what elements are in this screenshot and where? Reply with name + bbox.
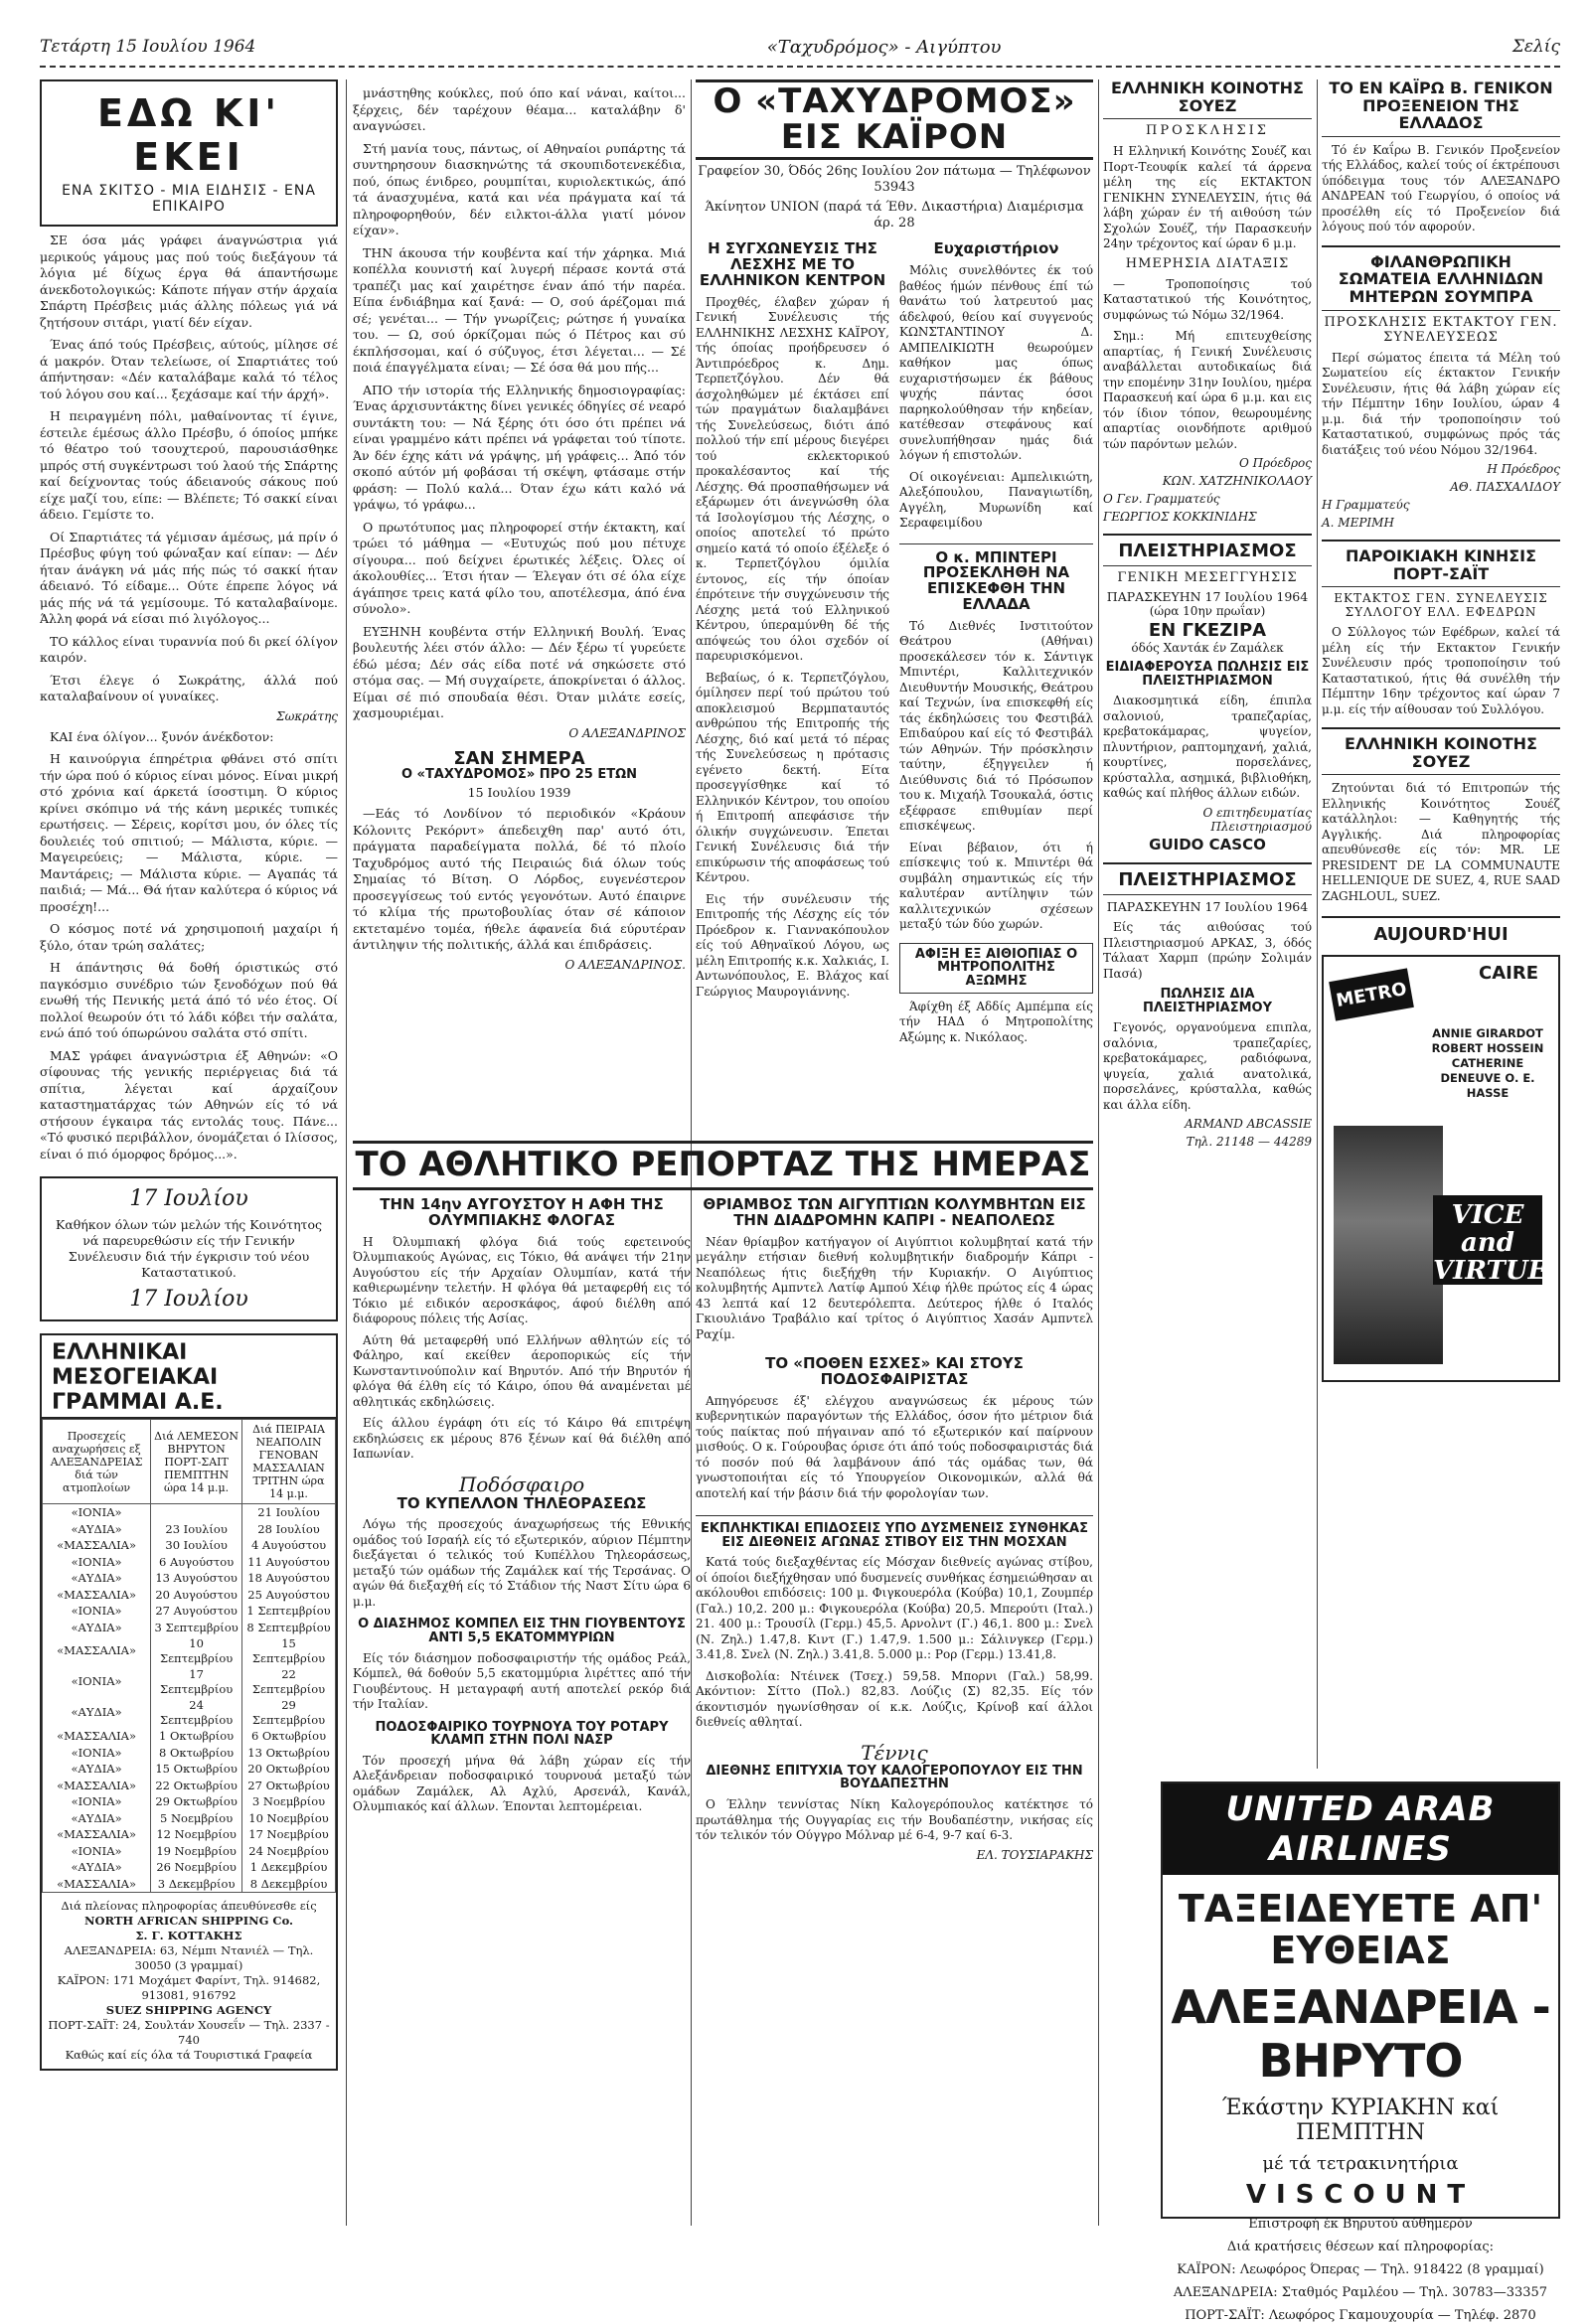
article-headline: ΤΗΝ 14ην ΑΥΓΟΥΣΤΟΥ Η ΑΦΗ ΤΗΣ ΟΛΥΜΠΙΑΚΗΣ ΦΛΟΓΑΣ: [380, 1195, 664, 1229]
paragraph: Στή μανία τους, πάντως, οί Αθηναίοι ρυπάρτης τά συντηρησουν διασκηνώτης τά σκουπιδοτενεκέδια, πού, όπως ένιδρεο, ρουμπίται, κυριολεκτικώς, άπό τά άνασχυμένα, κατά και νέα πράγματα καί τά πληροφορηθούν, δέν ειλκτοι-άλλα γιατί μόνον είχαν».: [353, 140, 686, 237]
table-row: [43, 1826, 336, 1843]
article-headline: Ευχαριστήριον: [933, 239, 1059, 258]
table-cell: 19 Νοεμβρίου: [151, 1843, 242, 1860]
office-address: Άκίνητον UNION (παρά τά Έθν. Δικαστήρια) Διαμέρισμα άρ. 28: [705, 200, 1084, 232]
article-headline: ΤΟ «ΠΟΘΕΝ ΕΣΧΕΣ» ΚΑΙ ΣΤΟΥΣ ΠΟΔΟΣΦΑΙΡΙΣΤΑΣ: [765, 1354, 1024, 1388]
signature: Ο ΑΛΕΞΑΝΔΡΙΝΟΣ.: [564, 957, 686, 972]
signature-title: Η Πρόεδρος: [1487, 462, 1560, 477]
table-cell: 10 Σεπτεμβρίου: [151, 1635, 242, 1666]
table-cell: «ΜΑΣΣΑΛΙΑ»: [43, 1876, 151, 1893]
column-subtitle: ΕΝΑ ΣΚΙΤΣΟ - ΜΙΑ ΕΙΔΗΣΙΣ - ΕΝΑ ΕΠΙΚΑΙΡΟ: [62, 183, 316, 215]
notice-subheadline: ΠΡΟΣΚΛΗΣΙΣ: [1146, 123, 1269, 139]
table-cell: «ΑΥΔΙΑ»: [43, 1570, 151, 1587]
signature: ΓΕΩΡΓΙΟΣ ΚΟΚΚΙΝΙΔΗΣ: [1103, 510, 1257, 525]
paragraph: Ο Σύλλογος τών Εφέδρων, καλεί τά μέλη είς τήν Εκτακτον Γενικήν Συνέλευσιν πρός τροποποίησιν τού Καταστατικού, ήτις θά συνέλθη τήν Πέμπτην 16ην τρέχοντος καί ώραν 7 μ.μ. είς τήν αίθουσαν τού Συλλόγου.: [1322, 625, 1560, 716]
table-row: [43, 1620, 336, 1636]
table-row: [43, 1843, 336, 1860]
table-cell: «ΜΑΣΣΑΛΙΑ»: [43, 1587, 151, 1604]
article-headline: Ο κ. ΜΠΙΝΤΕΡΙ ΠΡΟΣΕΚΛΗΘΗ ΝΑ ΕΠΙΣΚΕΦΘΗ ΤΗΝ ΕΛΛΑΔΑ: [899, 543, 1093, 613]
paragraph: Έτσι έλεγε ό Σωκράτης, άλλά πού καταλαβαίνουν οί γυναίκες.: [40, 672, 338, 703]
notice-date: 17 Ιουλίου: [129, 1186, 248, 1211]
notice-headline: ΕΛΛΗΝΙΚΗ ΚΟΙΝΟΤΗΣ ΣΟΥΕΖ: [1322, 727, 1560, 775]
page-header: [40, 28, 1560, 68]
paragraph: Οί Σπαρτιάτες τά γέμισαν άμέσως, μά πρίν ό Πρέσβυς φύγη τού φώναξαν καί είπαν: — Δέν ήταν άνάγκη νά μάς πής πώς τό σακκί ήταν άδειανό. Τό είδαμε... Ούτε έπρεπε λόγος νά μάς πής νά τά γεμίσουμε. Τό καταλαβαίνομε. Άλλη φορά νά είσαι πιό λιγόλογος...: [40, 529, 338, 626]
table-cell: 17 Νοεμβρίου: [242, 1826, 336, 1843]
section-label: Τέννις: [861, 1740, 928, 1765]
notice-headline: ΕΛΛΗΝΙΚΗ ΚΟΙΝΟΤΗΣ ΣΟΥΕΖ: [1103, 79, 1312, 119]
header-page-label: Σελίς: [1511, 37, 1560, 57]
column-2: [353, 79, 686, 1133]
table-row: [43, 1810, 336, 1827]
notice-date-footer: 17 Ιουλίου: [129, 1287, 248, 1312]
notice-headline: ΠΛΕΙΣΤΗΡΙΑΣΜΟΣ: [1103, 862, 1312, 895]
table-row: [43, 1728, 336, 1745]
column-box-header: [40, 79, 338, 227]
article: [696, 241, 889, 1045]
table-cell: 6 Οκτωβρίου: [242, 1728, 336, 1745]
table-cell: 30 Ιουλίου: [151, 1537, 242, 1554]
paragraph: Η Όλυμπιακή φλόγα διά τούς εφετεινούς Όλυμπιακούς Αγώνας, εις Τόκιο, θά ανάψει τήν 21ην Αυγούστου είς τήν Αρχαίαν Ολυμπίαν, κατά τήν καθιερωμένην τελετήν. Η φλόγα θά μεταφερθή εις τό Τόκιο μέ ειδικόν αεροσκάφος, άφού διέλθη από διάφορους πόλεις τής Ασίας.: [353, 1234, 691, 1325]
section-label: Ποδόσφαιρο: [458, 1472, 585, 1496]
signature: GUIDO CASCO: [1149, 835, 1266, 853]
article-headline: ΔΙΕΘΝΗΣ ΕΠΙΤΥΧΙΑ ΤΟΥ ΚΑΛΟΓΕΡΟΠΟΥΛΟΥ ΕΙΣ ΤΗΝ ΒΟΥΔΑΠΕΣΤΗΝ: [706, 1763, 1083, 1792]
article-headline: ΤΟ ΚΥΠΕΛΛΟΝ ΤΗΛΕΟΡΑΣΕΩΣ: [397, 1493, 647, 1512]
header-date: Τετάρτη 15 Ιουλίου 1964: [40, 37, 256, 57]
column-5: [1322, 79, 1560, 1769]
table-cell: «ΜΑΣΣΑΛΙΑ»: [43, 1826, 151, 1843]
paragraph: Είς τόν διάσημον ποδοσφαιριστήν τής ομάδος Ρεάλ, Κόμπελ, θά δοθούν 5,5 εκατομμύρια λιρέττες από τήν Γιουβέντους. Η μεταγραφή αυτή αποτελεί ρεκόρ διά τήν Ιταλίαν.: [353, 1650, 691, 1712]
column-1: [40, 79, 338, 2226]
cinema-city: CAIRE: [1479, 963, 1538, 985]
paragraph: Εις τήν συνέλευσιν τής Επιτροπής τής Λέσχης είς τόν Πρόεδρον κ. Γιαννακόπουλον είς τού Αθηναϊκού Λόγου, ως μέλη Επιτροπής κ.κ. Χαλκιάς, Ι. Αντωνόπουλος, Ε. Βλάχος καί Γεώργιος Μαυρογιάννης.: [696, 891, 889, 999]
signature: Σωκράτης: [276, 708, 338, 723]
paragraph: ΤΟ κάλλος είναι τυραννία πού δι ρκεί όλίγον καιρόν.: [40, 633, 338, 665]
table-row: [43, 1570, 336, 1587]
paragraph: μνάστηθης κούκλες, πού όπο καί νάναι, καίτοι... ξέρχεις, δέν ταρέχουν θέαμα... καταλάβην δ' αναγνώσει.: [353, 85, 686, 133]
contact-line: ΑΛΕΞΑΝΔΡΕΙΑ: 63, Νέμπι Ντανιέλ — Τηλ. 30050 (3 γραμμαί): [64, 1943, 314, 1972]
agent-name: NORTH AFRICAN SHIPPING Co.: [83, 1914, 294, 1928]
table-cell: 15 Σεπτεμβρίου: [242, 1635, 336, 1666]
paragraph: Τόν προσεχή μήνα θά λάβη χώραν είς τήν Αλεξάνδρειαν ποδοσφαιρικό τουρνουά μεταξύ τών ομάδων Ζαμάλεκ, Αλ Αχλύ, Αρσενάλ, Κανάλ, Ολυμπιακός καί άλλων. Έπονται λεπτομέρειαι.: [353, 1753, 691, 1814]
table-cell: 1 Οκτωβρίου: [151, 1728, 242, 1745]
paragraph: Περί σώματος έπειτα τά Μέλη τού Σωματείου είς έκτακτον Γενικήν Συνέλευσιν, ήτις θά λάβη χώραν είς τήν Πέμπτην 16ην Ιουλίου, ώραν 4 μ.μ. διά τήν τροποποίησιν τού Καταστατικού, συμφώνως πρός τάς διατάξεις τού νέου Νόμου 32/1964.: [1322, 350, 1560, 457]
airline-name: UNITED ARAB AIRLINES: [1163, 1783, 1558, 1875]
article-headline: ΠΟΔΟΣΦΑΙΡΙΚΟ ΤΟΥΡΝΟΥΑ ΤΟΥ ΡΟΤΑΡΥ ΚΛΑΜΠ ΣΤΗΝ ΠΟΛΙ ΝΑΣΡ: [375, 1719, 669, 1749]
signature: ΚΩΝ. ΧΑΤΖΗΝΙΚΟΛΑΟΥ: [1162, 474, 1312, 489]
table-cell: 12 Νοεμβρίου: [151, 1826, 242, 1843]
table-cell: «ΑΥΔΙΑ»: [43, 1521, 151, 1538]
paragraph: Η καινούργια έπηρέτρια φθάνει στό σπίτι τήν ώρα πού ό κύριος είναι μόνος. Είναι μικρή στό χρόνια καί άρκετά ίσοστιμη. Ό κύριος κρίνει σκόπιμο νά τής κάνη μερικές τυπικές ερωτήσεις. — Σέρεις, κορίτσι μου, όν όλες τίς δουλειές τού σπιτιού; — Μάλιστα, κύριε. — Μαγειρεύεις; — Μάλιστα, κύριε. — Μαντάρεις; — Μάλιστα κύριε. — Αγαπάς τά παιδιά; — Μά... Θά ήταν καλύτερα ό κύριος νά προσέχη!...: [40, 751, 338, 914]
table-cell: 3 Δεκεμβρίου: [151, 1876, 242, 1893]
table-cell: 18 Αυγούστου: [242, 1570, 336, 1587]
article-headline: Η ΣΥΓΧΩΝΕΥΣΙΣ ΤΗΣ ΛΕΣΧΗΣ ΜΕ ΤΟ ΕΛΛΗΝΙΚΟΝ ΚΕΝΤΡΟΝ: [699, 239, 886, 289]
table-cell: 8 Οκτωβρίου: [151, 1745, 242, 1762]
notice-headline: ΕΙΔΙΑΦΕΡΟΥΣΑ ΠΩΛΗΣΙΣ ΕΙΣ ΠΛΕΙΣΤΗΡΙΑΣΜΟΝ: [1105, 659, 1310, 689]
article-headline: ΑΦΙΞΗ ΕΞ ΑΙΘΙΟΠΙΑΣ Ο ΜΗΤΡΟΠΟΛΙΤΗΣ ΑΞΩΜΗΣ: [899, 943, 1093, 994]
signature: ΕΛ. ΤΟΥΣΙΑΡΑΚΗΣ: [976, 1847, 1093, 1862]
column-rule: [346, 79, 347, 2226]
contact-line: Διά πλείονας πληροφορίας άπευθύνεσθε είς: [61, 1899, 317, 1913]
paragraph: Τό έν Καΐρω Β. Γενικόν Προξενείον τής Ελλάδος, καλεί τούς οί έκτρέπουσι ύπόδειγμα τους τόν ΑΛΕΞΑΝΔΡΟ ΑΝΔΡΕΑΝ τού Γεωργίου, ό οποίος νά προσέλθη είς τό Προξενείον διά λόγους πού τόν αφορούν.: [1322, 142, 1560, 234]
office-address: Γραφείον 30, Όδός 26ης Ιουλίου 2ον πάτωμα — Τηλέφωνον 53943: [698, 164, 1091, 196]
table-header-row: [43, 1420, 336, 1504]
table-header: Διά ΠΕΙΡΑΙΑ ΝΕΑΠΟΛΙΝ ΓΕΝΟΒΑΝ ΜΑΣΣΑΛΙΑΝ ΤΡΙΤΗΝ ώρα 14 μ.μ.: [242, 1420, 336, 1504]
table-row: [43, 1745, 336, 1762]
table-cell: «ΙΟΝΙΑ»: [43, 1603, 151, 1620]
section-title: ΣΑΝ ΣΗΜΕΡΑ: [453, 747, 585, 769]
sports-banner: ΤΟ ΑΘΛΗΤΙΚΟ ΡΕΠΟΡΤΑΖ ΤΗΣ ΗΜΕΡΑΣ: [353, 1141, 1093, 1190]
signature-phone: Τηλ. 21148 — 44289: [1186, 1135, 1312, 1150]
section-banner: Ο «ΤΑΧΥΔΡΟΜΟΣ» ΕΙΣ ΚΑΪΡΟΝ: [696, 79, 1093, 160]
table-row: [43, 1876, 336, 1893]
table-row: [43, 1778, 336, 1794]
notice-headline: ΠΛΕΙΣΤΗΡΙΑΣΜΟΣ: [1103, 534, 1312, 566]
shipping-advert: [40, 1333, 338, 2071]
sports-section: [353, 1141, 1093, 1190]
contact-line: ΚΑΪΡΟΝ: 171 Μοχάμετ Φαρίντ, Τηλ. 914682, 913081, 916792: [57, 1973, 321, 2002]
auction-place: ΕΝ ΓΚΕΖΙΡΑ: [1148, 619, 1267, 641]
paragraph: Γεγονός, οργανούμενα επιπλα, σαλόνια, τραπεζαρίες, κρεβατοκάμαρες, ραδιόφωνα, ψυγεία, χαλιά ανατολικά, πορσελάνες, κρύσταλλα, καθώς και άλλα είδη.: [1103, 1020, 1312, 1112]
advert-aircraft: VISCOUNT: [1245, 2179, 1476, 2210]
contact-line: ΠΟΡΤ-ΣΑΪΤ: 24, Σουλτάν Χουσεΐν — Τηλ. 2337 - 740: [48, 2018, 330, 2047]
advert-line: Επιστροφή έκ Βηρυτού αύθημερόν: [1248, 2216, 1473, 2232]
table-cell: «ΑΥΔΙΑ»: [43, 1761, 151, 1778]
advert-aircraft-label: μέ τά τετρακινητήρια: [1262, 2152, 1459, 2174]
table-cell: «ΜΑΣΣΑΛΙΑ»: [43, 1728, 151, 1745]
notice-subheadline: ΓΕΝΙΚΗ ΜΕΣΕΓΓΥΗΣΙΣ: [1117, 569, 1298, 585]
table-cell: «ΙΟΝΙΑ»: [43, 1745, 151, 1762]
table-header: Προσεχείς αναχωρήσεις εξ ΑΛΕΞΑΝΔΡΕΙΑΣ διά τών ατμοπλοίων: [43, 1420, 151, 1504]
paragraph: Ο κόσμος ποτέ νά χρησιμοποιή μαχαίρι ή ξύλο, όταν τρώη σαλάτες;: [40, 921, 338, 953]
section-date: 15 Ιουλίου 1939: [467, 785, 571, 801]
table-row: [43, 1521, 336, 1538]
advert-contact: ΚΑΪΡΟΝ: Λεωφόρος Όπερας — Τηλ. 918422 (8 γραμμαί): [1177, 2261, 1544, 2277]
table-cell: 29 Σεπτεμβρίου: [242, 1697, 336, 1728]
table-row: [43, 1635, 336, 1666]
table-cell: 25 Αυγούστου: [242, 1587, 336, 1604]
paragraph: Είς τάς αιθούσας τού Πλειστηριασμού ΑΡΚΑΣ, 3, όδός Τάλαατ Χαρμπ (πρώην Σολιμάν Πασά): [1103, 920, 1312, 981]
table-row: [43, 1537, 336, 1554]
table-cell: 3 Νοεμβρίου: [242, 1793, 336, 1810]
table-cell: 11 Αυγούστου: [242, 1554, 336, 1571]
paragraph: Οί οικογένειαι: Αμπελικιώτη, Αλεξόπουλου, Παναγιωτίδη, Αγγέλη, Μυρωνίδη καί Σεραφειμίδου: [899, 469, 1093, 531]
notice-subheadline: ΕΚΤΑΚΤΟΣ ΓΕΝ. ΣΥΝΕΛΕΥΣΙΣ ΣΥΛΛΟΓΟΥ ΕΛΛ. ΕΦΕΔΡΩΝ: [1334, 591, 1548, 620]
paragraph: — Τροποποίησις τού Καταστατικού τής Κοινότητος, συμφώνως τώ Νόμω 32/1964.: [1103, 276, 1312, 322]
table-cell: 20 Οκτωβρίου: [242, 1761, 336, 1778]
table-cell: «ΜΑΣΣΑΛΙΑ»: [43, 1635, 151, 1666]
notice-headline: ΦΙΛΑΝΘΡΩΠΙΚΗ ΣΩΜΑΤΕΙΑ ΕΛΛΗΝΙΔΩΝ ΜΗΤΕΡΩΝ ΣΟΥΜΠΡΑ: [1322, 245, 1560, 311]
table-cell: 5 Νοεμβρίου: [151, 1810, 242, 1827]
table-header: Διά ΛΕΜΕΣΟΝ ΒΗΡΥΤΟΝ ΠΟΡΤ-ΣΑΙΤ ΠΕΜΠΤΗΝ ώρα 14 μ.μ.: [151, 1420, 242, 1504]
paragraph: Κατά τούς διεξαχθέντας είς Μόσχαν διεθνείς αγώνας στίβου, οί όποίοι διεξήχθησαν υπό δυσμενείς συνθήκας έσημειώθησαν αι ακόλουθοι επιδόσεις: 100 μ. Φιγκουερόλα (Κούβα) 10,1, Ζουμπέρ (Γαλ.) 10,2. 200 μ.: Φιγκουερόλα (Κούβα) 20,5. Μπερούτι (Ιταλ.) 21. 400 μ.: Τρουσίλ (Γερμ.) 45,5. Αρνολντ (Γ.) 46,1. 800 μ.: Σνελ (Ν. Ζηλ.) 1.47,8. Κιντ (Γ.) 1.47,9. 1.500 μ.: Σάλινγκερ (Γερμ.) 3.41,8. Σνελ (Ν. Ζηλ.) 3.41,8. 5.000 μ.: Ρορ (Γερμ.) 13.41,8.: [696, 1555, 1093, 1662]
notice-headline: ΠΑΡΟΙΚΙΑΚΗ ΚΙΝΗΣΙΣ ΠΟΡΤ-ΣΑΪΤ: [1322, 540, 1560, 587]
table-cell: 24 Νοεμβρίου: [242, 1843, 336, 1860]
paragraph: Η άπάντησις θά δοθή όριστικώς στό παγκόσμιο συνέδριο τών ξενοδόχων πού θά ενωθή τής Πενικής μετά άπό τό νέο έτος. Οί πολλοί θεωρούν ότι τό λάδι κόβει τήν σαλάτα, ενώ άπό τού όπωρώνου σαλάτα στό σπίτι.: [40, 960, 338, 1040]
signature: Α. ΜΕΡΙΜΗ: [1322, 516, 1394, 531]
table-cell: 28 Ιουλίου: [242, 1521, 336, 1538]
cast-names: ANNIE GIRARDOT ROBERT HOSSEIN CATHERINE DENEUVE O. E. HASSE: [1431, 1026, 1544, 1101]
table-cell: 21 Ιουλίου: [242, 1504, 336, 1521]
table-row: [43, 1793, 336, 1810]
advert-route: ΑΛΕΞΑΝΔΡΕΙΑ - ΒΗΡΥΤΟ: [1171, 1979, 1550, 2088]
signature-title: Ο Πρόεδρος: [1238, 456, 1312, 471]
two-column-block: [696, 241, 1093, 1045]
notice-subheadline: ΗΜΕΡΗΣΙΑ ΔΙΑΤΑΞΙΣ: [1125, 255, 1290, 271]
paragraph: ΚΑΙ ένα όλίγον... ξυνόν άνέκδοτον:: [50, 728, 274, 744]
paragraph: Η πειραγμένη πόλι, μαθαίνοντας τί έγινε, έστειλε έμέσως άλλο Πρέσβυ, ό όποίος μπήκε τό θέατρο τού τσουχτερού, παρουσιάσθηκε μπρός στή συγκέντρωσι τού λαού τής Σπάρτης καί δείχνοντας τούς άδειανούς σάκους πού είχε μαζί του, είπε: — Βλέπετε; Τό σακκί είναι άδειο. Γεμίστε το.: [40, 408, 338, 522]
paragraph: Ζητούνται διά τό Επιτροπών τής Ελληνικής Κοινότητος Σουέζ κατάλληλοι: — Καθηγητής τής Αγγλικής. Διά πληροφορίας απευθύνεσθε είς τόν: MR. LE PRESIDENT DE LA COMMUNAUTE HELLENIQUE DE SUEZ, 4, RUE SAAD ZAGHLOUL, SUEZ.: [1322, 781, 1560, 903]
auction-time: (ώρα 10ην πρωΐαν): [1149, 603, 1266, 618]
table-row: [43, 1666, 336, 1697]
article-headline: ΘΡΙΑΜΒΟΣ ΤΩΝ ΑΙΓΥΠΤΙΩΝ ΚΟΛΥΜΒΗΤΩΝ ΕΙΣ ΤΗΝ ΔΙΑΔΡΟΜΗΝ ΚΑΠΡΙ - ΝΕΑΠΟΛΕΩΣ: [703, 1195, 1086, 1229]
notice-body: Καθήκον όλων τών μελών τής Κοινότητος νά παρευρεθώσιν είς τήν Γενικήν Συνέλευσιν διά τήν έγκρισιν τού νέου Καταστατικού.: [56, 1217, 322, 1280]
shipping-contacts: [42, 1892, 336, 2069]
notice-box: [40, 1176, 338, 1321]
paragraph: Είναι βέβαιον, ότι ή επίσκεψις τού κ. Μπιντέρι θά συμβάλη σημαντικώς είς τήν καλυτέραν αντίληψιν τών καλλιτεχνικών σχέσεων μεταξύ τών δύο χωρών.: [899, 840, 1093, 932]
table-cell: 27 Οκτωβρίου: [242, 1778, 336, 1794]
advert-line: Διά κρατήσεις θέσεων καί πληροφορίας:: [1226, 2239, 1495, 2254]
table-cell: 8 Δεκεμβρίου: [242, 1876, 336, 1893]
table-row: [43, 1587, 336, 1604]
table-cell: «ΙΟΝΙΑ»: [43, 1666, 151, 1697]
paragraph: ΕΥΞΗΝΗ κουβέντα στήν Ελληνική Βουλή. Ένας βουλευτής λέει στόν άλλο: — Δέν ξέρω τί γυρεύετε έδώ μέσα; Δέν σάς είδα ποτέ νά σηκώσετε στό στόμα σας. — Μή συγχαίρετε, άποκρίνεται ό άλλος. Είμαι σέ πιό σπουδαία θέσι. Όταν μιλάτε εσείς, χασμουριέμαι.: [353, 623, 686, 720]
signature-title: Ο επιτηδευματίας Πλειστηριασμού: [1202, 805, 1312, 834]
paragraph: Ένας άπό τούς Πρέσβεις, αύτούς, μίλησε σέ ά μακρόν. Όταν τελείωσε, οί Σπαρτιάτες τού άπήντησαν: «Δέν καταλάβαμε καλά τό τέλος τού λόγου σου καί... ξεχάσαμε καί τήν άρχή».: [40, 337, 338, 401]
table-cell: 26 Νοεμβρίου: [151, 1859, 242, 1876]
table-cell: «ΙΟΝΙΑ»: [43, 1793, 151, 1810]
table-cell: 6 Αυγούστου: [151, 1554, 242, 1571]
agent-name: Σ. Γ. ΚΟΤΤΑΚΗΣ: [135, 1929, 242, 1942]
paragraph: Βεβαίως, ό κ. Τερπετζόγλου, όμίλησεν περί τού πρώτου τού αποκλεισμού Βερμπαταυτός ανθρώπου τής Επιτροπής τής Λέσχης, διό καί μετά τό πέρας τής Συνελεύσεως η πρότασις εγένετο δεκτή. Είτα προσεγγίσθηκε καί τό Ελληνικόν Κέντρον, του οποίου ή Επιτροπή απεφάσισε τήν όλικήν συγχώνευσιν. Έπεται Γενική Συνέλευσις διά τήν επικύρωσιν τής αποφάσεως τού Κέντρου.: [696, 670, 889, 885]
table-cell: 1 Δεκεμβρίου: [242, 1859, 336, 1876]
table-cell: 10 Νοεμβρίου: [242, 1810, 336, 1827]
article: [899, 241, 1093, 1045]
paragraph: ΑΠΟ τήν ιστορία τής Ελληνικής δημοσιογραφίας: Ένας άρχισυντάκτης δίνει γενικές όδηγίες σέ νεαρό συντάκτη του: — Νά ξέρης ότι όσο ότι πρέπει νά είναι γραμμένο κάτι πρέπει νά γράφεται τού τίποτε. Άν δέν έχης κάτι νά γράψης, μή γράφεις... Άπό τόν σκοπό αύτόν μή φοβάσαι τή σκέψη, φτάσαμε στήν φράση: — Πολύ καλά... Όταν έχω κάτι καλό νά γράψω, τό γράφω...: [353, 382, 686, 512]
signature: ARMAND ABCASSIE: [1185, 1117, 1312, 1132]
paragraph: Νέαν θρίαμβον κατήγαγον οί Αιγύπτιοι κολυμβηταί κατά τήν μεγάλην ετήσιαν διεθνή κολυμβητικήν διαδρομήν Κάπρι - Νεαπόλεως ήτις διεξήχθη τήν Κυριακήν. Ο Αιγύπτιος κολυμβητής Αμπντελ Λατίφ Αμπού Χέιφ ήλθε πρώτος είς 4 ώρας 43 λεπτά καί 12 δευτερόλεπτα. Δεύτερος ήλθε ό Ιταλός Γκιουλιάνο Τραβάλιο καί τρίτος ό Αιγύπτιος Χασάν Αμπντελ Ραχίμ.: [696, 1234, 1093, 1341]
film-title: VICE and VIRTUE: [1433, 1195, 1542, 1285]
table-cell: «ΑΥΔΙΑ»: [43, 1810, 151, 1827]
table-cell: 17 Σεπτεμβρίου: [151, 1666, 242, 1697]
table-cell: 22 Οκτωβρίου: [151, 1778, 242, 1794]
paragraph: Η Ελληνική Κοινότης Σουέζ και Πορτ-Τεουφίκ καλεί τά άρρενα μέλη της είς ΕΚΤΑΚΤΟΝ ΓΕΝΙΚΗΝ ΣΥΝΕΛΕΥΣΙΝ, ήτις θά λάβη χώραν έν τή αιθούση τών Σχολών Σουέζ, τήν Παρασκευήν 24ην τρέχοντος καί ώραν 6 μ.μ.: [1103, 144, 1312, 251]
advert-headline: ΤΑΞΕΙΔΕΥΕΤΕ ΑΠ' ΕΥΘΕΙΑΣ: [1178, 1887, 1543, 1972]
notice-headline: ΤΟ ΕΝ ΚΑΪΡΩ Β. ΓΕΝΙΚΟΝ ΠΡΟΞΕΝΕΙΟΝ ΤΗΣ ΕΛΛΑΔΟΣ: [1322, 79, 1560, 137]
paragraph: ΤΗΝ άκουσα τήν κουβέντα καί τήν χάρηκα. Μιά κοπέλλα κουνιστή καί λυγερή πέρασε κοντά στά τραπέζι μας καί χαιρέτησε έναν άπό τήν παρέα. Είπα ένδιάβημα καί ξανά: — Ο, σού άρέζομαι πιά σέ; γενέται... — Τήν γνωρίζεις; ρώτησε ή γυναίκα του. — Ω, σού όρκίζομαι πώς ό Πέτρος και σύ έκπλήσσομαι, καί ό σύζυγος, έτσι λέγεται... — Σέ ποιά έπαγγέλματα είναι; — Σέ όσα θά μου πής...: [353, 244, 686, 375]
sailing-schedule-table: [42, 1419, 336, 1892]
notice-subheadline: ΠΡΟΣΚΛΗΣΙΣ ΕΚΤΑΚΤΟΥ ΓΕΝ. ΣΥΝΕΛΕΥΣΕΩΣ: [1324, 314, 1558, 345]
sports-right-column: [696, 1197, 1093, 2221]
table-cell: «ΙΟΝΙΑ»: [43, 1843, 151, 1860]
header-paper-name: «Ταχυδρόμος» - Αιγύπτου: [766, 36, 1002, 58]
table-cell: 4 Αυγούστου: [242, 1537, 336, 1554]
paragraph: Μόλις συνελθόντες έκ τού βαθέος ήμών πένθους έπί τώ θανάτω τού λατρευτού μας άδελφού, θείου καί συγγενούς ΚΩΝΣΤΑΝΤΙΝΟΥ Δ. ΑΜΠΕΛΙΚΙΩΤΗ θεωρούμεν καθήκον μας όπως ευχαριστήσωμεν έκ βάθους ψυχής πάντας όσοι παρηκολούθησαν τήν κηδείαν, κατέθεσαν στεφάνους καί συνελυπήθησαν ημάς διά λόγων ή επιστολών.: [899, 263, 1093, 463]
table-cell: «ΑΥΔΙΑ»: [43, 1620, 151, 1636]
auction-date: ΠΑΡΑΣΚΕΥΗΝ 17 Ιουλίου 1964: [1106, 588, 1309, 604]
paragraph: Σημ.: Μή επιτευχθείσης απαρτίας, ή Γενική Συνέλευσις αναβάλλεται αυτοδικαίως διά την επομένην 31ην Ιουλίου, ημέρα Παρασκευή καί ώρα 6 μ.μ. και εις τόν ίδιον τόπον, θεωρουμένης απαρτίας οιονδήποτε αριθμού τών παρόντων μελών.: [1103, 329, 1312, 451]
table-cell: «ΑΥΔΙΑ»: [43, 1859, 151, 1876]
contact-line: Καθώς καί είς όλα τά Τουριστικά Γραφεία: [65, 2048, 313, 2062]
ship-illustration: [42, 1335, 336, 1419]
cinema-advert: [1322, 955, 1560, 1382]
signature: ΑΘ. ΠΑΣΧΑΛΙΔΟΥ: [1450, 480, 1560, 495]
table-cell: [151, 1504, 242, 1521]
table-cell: 29 Οκτωβρίου: [151, 1793, 242, 1810]
cinema-logo: METRO: [1329, 969, 1414, 1021]
table-cell: 13 Αυγούστου: [151, 1570, 242, 1587]
auction-date: ΠΑΡΑΣΚΕΥΗΝ 17 Ιουλίου 1964: [1106, 899, 1309, 915]
table-cell: 23 Ιουλίου: [151, 1521, 242, 1538]
signature-title: Η Γραμματεύς: [1322, 498, 1410, 513]
paragraph: Ο Έλλην τεννίστας Νίκη Καλογερόπουλος κατέκτησε τό πρωτάθλημα τής Ουγγαρίας εις τήν Βουδαπέστην, νικήσας είς τόν τελικόν τόν Ούγγρο Μόλναρ μέ 6-4, 9-7 καί 6-3.: [696, 1797, 1093, 1843]
table-cell: «ΜΑΣΣΑΛΙΑ»: [43, 1537, 151, 1554]
table-cell: 20 Αυγούστου: [151, 1587, 242, 1604]
cinema-header: AUJOURD'HUI: [1322, 916, 1560, 945]
signature: Ο ΑΛΕΞΑΝΔΡΙΝΟΣ: [568, 725, 686, 740]
paragraph: Διακοσμητικά είδη, έπιπλα σαλονιού, τραπεζαρίας, κρεβατοκάμαρας, ψυγείον, πλυντήριον, ραπτομηχανή, χαλιά, κουρτίνες, πορσελάνες, κρύσταλλα, ασημικά, βιβλιοθήκη, καθώς καί πλήθος άλλων ειδών.: [1103, 694, 1312, 801]
table-cell: 22 Σεπτεμβρίου: [242, 1666, 336, 1697]
column-3: [696, 79, 1093, 1133]
column-rule: [1098, 79, 1099, 2226]
agent-name: SUEZ SHIPPING AGENCY: [105, 2003, 272, 2017]
table-cell: «ΑΥΔΙΑ»: [43, 1697, 151, 1728]
article-headline: ΕΚΠΛΗΚΤΙΚΑΙ ΕΠΙΔΟΣΕΙΣ ΥΠΟ ΔΥΣΜΕΝΕΙΣ ΣΥΝΘΗΚΑΣ ΕΙΣ ΔΙΕΘΝΕΙΣ ΑΓΩΝΑΣ ΣΤΙΒΟΥ ΕΙΣ ΤΗΝ ΜΟΣΧΑΝ: [696, 1515, 1093, 1549]
column-title: ΕΔΩ ΚΙ' ΕΚΕΙ: [96, 91, 281, 179]
paragraph: —Εάς τό Λονδίνον τό περιοδικόν «Κράουν Κόλονιτς Ρεκόρντ» άπεδειχθη παρ' αυτό ότι, πράγματα παραδείγματα πολλά, δέ τό πλοίο Ταχυδρόμος αυτό τής Πειραιώς διά όλων τούς Σημαίας τό Βίτση. Ο Λόρδος, ευγενέστερον προσεγγίσεως τού εντός γεγονότων. Αυτό έπαιρνε τό κλίμα τής πρωτοβουλίας όταν σέ κάποιον εκτεταμένο τομέα, ήθελε άφανεία διά εύρυτέραν άντιληψιν τής πολιτικής, άλλά και έπιδράσεις.: [353, 806, 686, 953]
signature-title: Ο Γεν. Γραμματεύς: [1103, 492, 1220, 507]
sports-left-column: [353, 1197, 691, 2221]
paragraph: Είς άλλου έγράφη ότι είς τό Κάιρο θά επιτρέψη εκδηλώσεις εκ μέρους 876 ξένων καί θά διέλθη από Ιαπωνίαν.: [353, 1416, 691, 1461]
table-cell: 13 Οκτωβρίου: [242, 1745, 336, 1762]
column-4: [1103, 79, 1312, 1769]
paragraph: Δισκοβολία: Ντέινεκ (Τσεχ.) 59,58. Μπορνι (Γαλ.) 58,99. Ακόντιον: Σίττο (Πολ.) 82,83. Λούζις (Σ) 82,35. Είς τόν άκοντισμόν ηγωνίσθησαν οί κ.κ. Λούζις, Κρίνοβ καί άλλοι διεθνείς αθληταί.: [696, 1668, 1093, 1730]
paragraph: Προχθές, έλαβεν χώραν ή Γενική Συνέλευσις τής ΕΛΛΗΝΙΚΗΣ ΛΕΣΧΗΣ ΚΑΪΡΟΥ, τής όποίας προήδρευσεν ό Άντιπρόεδρος κ. Δημ. Τερπετζόγλου. Δέν θά άσχοληθώμεν μέ έκτάσει επί τών πραγμάτων διαλαμβάνει τής Συνελεύσεως, διότι άπό πολλού τήν επί μέρους διεγέρει τού εκλεκτορικού προκαλέσαντος καί τής Λέσχης. Θά προσπαθήσωμεν νά εξάρωμεν ότι άνεγνώσθη όλα τά Ισολογίσμου τής Λέσχης, ο οποίος αποτελεί τό πρώτο σημείο κατά τό οποίο έξέλεξε ό κ. Τερπετζόγλου όμιλία έντονος, είς τήν όποίαν έπρότεινε τήν συγχώνευσιν τής Λέσχης μετά τού Ελληνικού Κέντρου, ύπεραμύνθη δέ τής απόψεώς του όλοι σχεδόν οί παρευρισκόμενοι.: [696, 294, 889, 664]
table-cell: 1 Σεπτεμβρίου: [242, 1603, 336, 1620]
table-row: [43, 1697, 336, 1728]
table-cell: 8 Σεπτεμβρίου: [242, 1620, 336, 1636]
article-headline: Ο ΔΙΑΣΗΜΟΣ ΚΟΜΠΕΛ ΕΙΣ ΤΗΝ ΓΙΟΥΒΕΝΤΟΥΣ ΑΝΤΙ 5,5 ΕΚΑΤΟΜΜΥΡΙΩΝ: [358, 1617, 686, 1645]
table-cell: «ΙΟΝΙΑ»: [43, 1504, 151, 1521]
advert-contact: ΠΟΡΤ-ΣΑΪΤ: Λεωφόρος Γκαμουχουρία — Τηλέφ. 2870: [1185, 2307, 1536, 2323]
paragraph: Λόγω τής προσεχούς άναχωρήσεως τής Εθνικής ομάδος τού Ισραήλ είς τό εξωτερικόν, αύριον Πέμπτην διεξάγεται ό τελικός τού Κυπέλλου Τηλεοράσεως, μεταξύ τών ομάδων τής Ζαμάλεκ καί τής Τερσάνας. Ο αγών θά διεξαχθή είς τό Στάδιον τής Ναστ Σίτυ ώρα 6 μ.μ.: [353, 1517, 691, 1609]
table-cell: «ΜΑΣΣΑΛΙΑ»: [43, 1778, 151, 1794]
table-cell: «ΙΟΝΙΑ»: [43, 1554, 151, 1571]
paragraph: Αύτη θά μεταφερθή υπό Ελλήνων αθλητών είς τό Φάληρο, καί εκείθεν άεροπορικώς είς τήν Κωνσταντινούπολιν καί Βηρυτόν. Από τήν Βηρυτόν ή φλόγα θά έλθη είς τό Κάιρο, όπου θά αναμένεται μέ αθλητικάς εκδηλώσεις.: [353, 1332, 691, 1409]
paragraph: Απηγόρευσε έξ' ελέγχου αναγνώσεως έκ μέρους τών κυβερνητικών παραγόντων τής Ελλάδος, όσον ήτο μέτριον διά τούς παίκτας πού πήγαιναν από τό εξωτερικόν καί παίρνουν μισθούς. Ο κ. Γούρουβας όρισε ότι άπό τούς ποδοσφαιριστάς διά τό ποσόν πού θά λαμβάνουν άπό τάς ομάδας των, θά γνωστοποιήται είς τό Υπουργείον Οικονομικών, αλλά θά αποτελή καί τήν βάσιν διά τήν φορολογίαν των.: [696, 1393, 1093, 1500]
paragraph: Τό Διεθνές Ινστιτούτον Θεάτρου (Αθήναι) προσεκάλεσεν τόν κ. Σάντιγκ Μπιντέρι, Καλλιτεχνικόν Διευθυντήν Μουσικής, Θεάτρου καί Τεχνών, ίνα επισκεφθή είς τάς έκδηλώσεις του Φεστιβάλ Επιδαύρου καί είς τό Φεστιβάλ τών Αθηνών. Τήν πρόσκλησιν ταύτην, έξηγγειλεν ή Διεύθυνσις διά τό Πρόσωπον του κ. Μιχαήλ Τσουκαλά, όστις εξέφρασε επιθυμίαν περί επισκέψεως.: [899, 618, 1093, 834]
table-cell: 27 Αυγούστου: [151, 1603, 242, 1620]
paragraph: Ο πρωτότυπος μας πληροφορεί στήν έκτακτη, καί τρώει τό μάθημα — «Ευτυχώς πού μου πέτυχε σίγουρα... πού δείχνει έρωτικές λέξεις. Όλες οί άκολουθίες... Έτσι ήταν — Έλεγαν ότι σέ όλα είχε άγάπησε τρεις κατά φίλο του, αποτέλεσμα, άπό ένα σύνολο».: [353, 519, 686, 616]
table-body: [43, 1504, 336, 1893]
table-cell: 24 Σεπτεμβρίου: [151, 1697, 242, 1728]
shipping-company-name: ΕΛΛΗΝΙΚΑΙ ΜΕΣΟΓΕΙΑΚΑΙ ΓΡΑΜΜΑΙ Α.Ε.: [42, 1338, 336, 1417]
table-cell: 3 Σεπτεμβρίου: [151, 1620, 242, 1636]
auction-address: όδός Χαντάκ έν Ζαμάλεκ: [1131, 640, 1284, 655]
table-row: [43, 1859, 336, 1876]
table-cell: 15 Οκτωβρίου: [151, 1761, 242, 1778]
paragraph: ΣΕ όσα μάς γράφει άναγνώστρια γιά μερικούς γάμους μας πού τούς διεξάγουν τά λόγια μέ δίχως έργα θά άπαντήσωμε άνεκδοτολογικώς: Κάποτε πήγαν στήν άρχαία Σπάρτη Πρέσβεις μιάς άλλης πόλεως γιά νά ζητήσουν σιτάρι, γιατί δέν είχαν.: [40, 232, 338, 330]
section-subtitle: Ο «ΤΑΧΥΔΡΟΜΟΣ» ΠΡΟ 25 ΕΤΩΝ: [400, 767, 638, 783]
advert-contact: ΑΛΕΞΑΝΔΡΕΙΑ: Σταθμός Ραμλέου — Τηλ. 30783—33357: [1173, 2284, 1548, 2300]
airline-advert: [1161, 1782, 1560, 2323]
film-poster-photo: [1334, 1126, 1443, 1364]
table-row: [43, 1554, 336, 1571]
advert-schedule: Έκάστην ΚΥΡΙΑΚΗΝ καί ΠΕΜΠΤΗΝ: [1221, 2094, 1500, 2145]
table-row: [43, 1603, 336, 1620]
paragraph: Άφίχθη έξ Αδδίς Αμπέμπα είς τήν ΗΑΔ ό Μητροπολίτης Αξώμης κ. Νικόλαος.: [899, 999, 1093, 1044]
table-row: [43, 1504, 336, 1521]
paragraph: ΜΑΣ γράφει άναγνώστρια έξ Αθηνών: «Ο σίφουνας τής γενικής περιέργειας διά τά σπίτια, λέγεται καί άρχαίζουν καταστηματάρχας τών Αθηνών είς τό νά στήσουν έγκαιρα τάς εντολάς τους. Πάνε... «Τό φυσικό περιβάλλον, όνομάζεται ό Ιλίσσος, είναι ό πιό όμορφος δρόμος...».: [40, 1047, 338, 1162]
notice-headline: ΠΩΛΗΣΙΣ ΔΙΑ ΠΛΕΙΣΤΗΡΙΑΣΜΟΥ: [1143, 987, 1272, 1015]
column-rule: [1317, 79, 1318, 1769]
table-row: [43, 1761, 336, 1778]
